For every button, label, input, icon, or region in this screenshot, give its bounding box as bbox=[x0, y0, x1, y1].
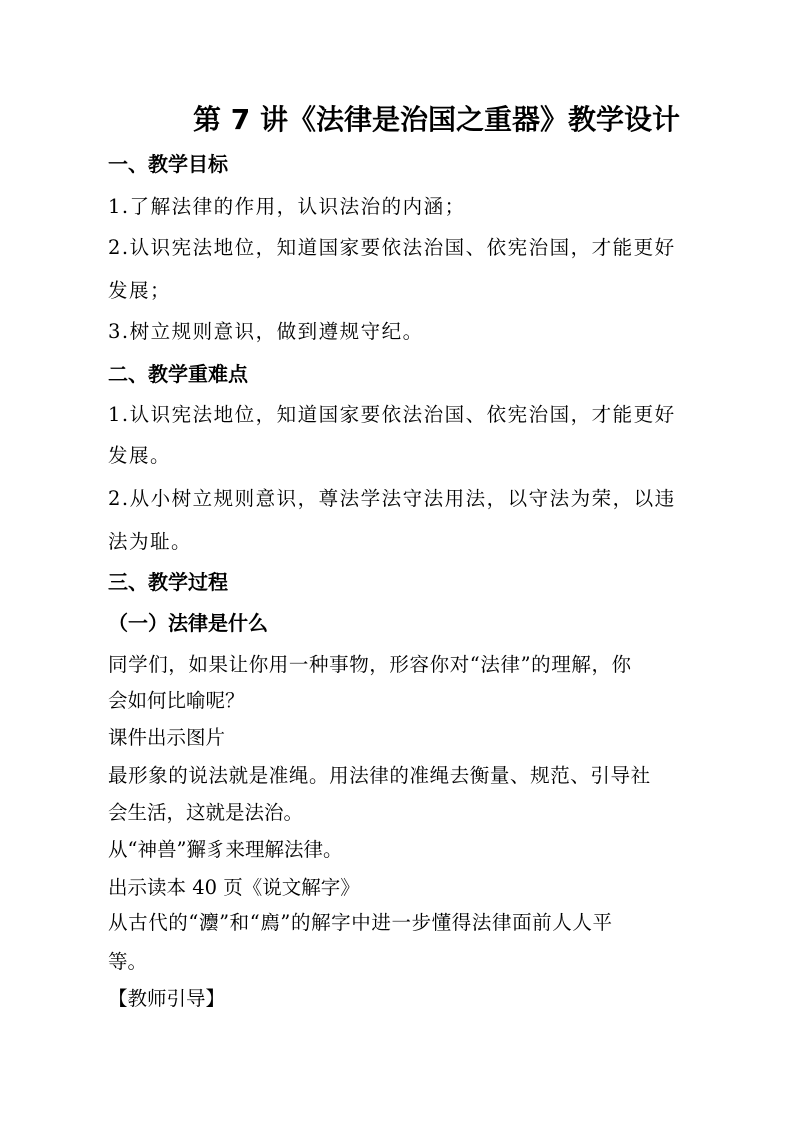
section-heading-process: 三、教学过程 bbox=[108, 570, 228, 594]
subsection-heading: （一）法律是什么 bbox=[108, 611, 268, 635]
paragraph-line: 会生活，这就是法治。 bbox=[108, 801, 304, 824]
paragraph-line: 课件出示图片 bbox=[108, 726, 226, 749]
document-title: 第 7 讲《法律是治国之重器》教学设计 bbox=[193, 103, 680, 136]
paragraph-line: 从“神兽”獬豸来理解法律。 bbox=[108, 838, 343, 861]
paragraph-line: 最形象的说法就是准绳。用法律的准绳去衡量、规范、引导社 bbox=[108, 764, 651, 787]
section-heading-key-points: 二、教学重难点 bbox=[108, 362, 248, 386]
paragraph-line: 2.从小树立规则意识，尊法学法守法用法，以守法为荣，以违 bbox=[108, 487, 676, 510]
paragraph-line: 1.认识宪法地位，知道国家要依法治国、依宪治国，才能更好 bbox=[108, 403, 676, 426]
paragraph-line: 发展。 bbox=[108, 444, 172, 467]
paragraph-line: 会如何比喻呢？ bbox=[108, 689, 245, 712]
paragraph-line: 3.树立规则意识，做到遵规守纪。 bbox=[108, 320, 424, 343]
paragraph-line: 2.认识宪法地位，知道国家要依法治国、依宪治国，才能更好 bbox=[108, 236, 676, 259]
paragraph-line: 【教师引导】 bbox=[108, 987, 226, 1010]
paragraph-line: 同学们，如果让你用一种事物，形容你对“法律”的理解，你 bbox=[108, 653, 632, 676]
paragraph-line: 出示读本 40 页《说文解字》 bbox=[108, 876, 360, 899]
paragraph-line: 等。 bbox=[108, 950, 148, 973]
paragraph-line: 法为耻。 bbox=[108, 530, 193, 553]
paragraph-line: 1.了解法律的作用，认识法治的内涵； bbox=[108, 195, 466, 218]
paragraph-line: 从古代的“灋”和“廌”的解字中进一步懂得法律面前人人平 bbox=[108, 911, 613, 934]
section-heading-objectives: 一、教学目标 bbox=[108, 152, 228, 176]
paragraph-line: 发展； bbox=[108, 279, 172, 302]
